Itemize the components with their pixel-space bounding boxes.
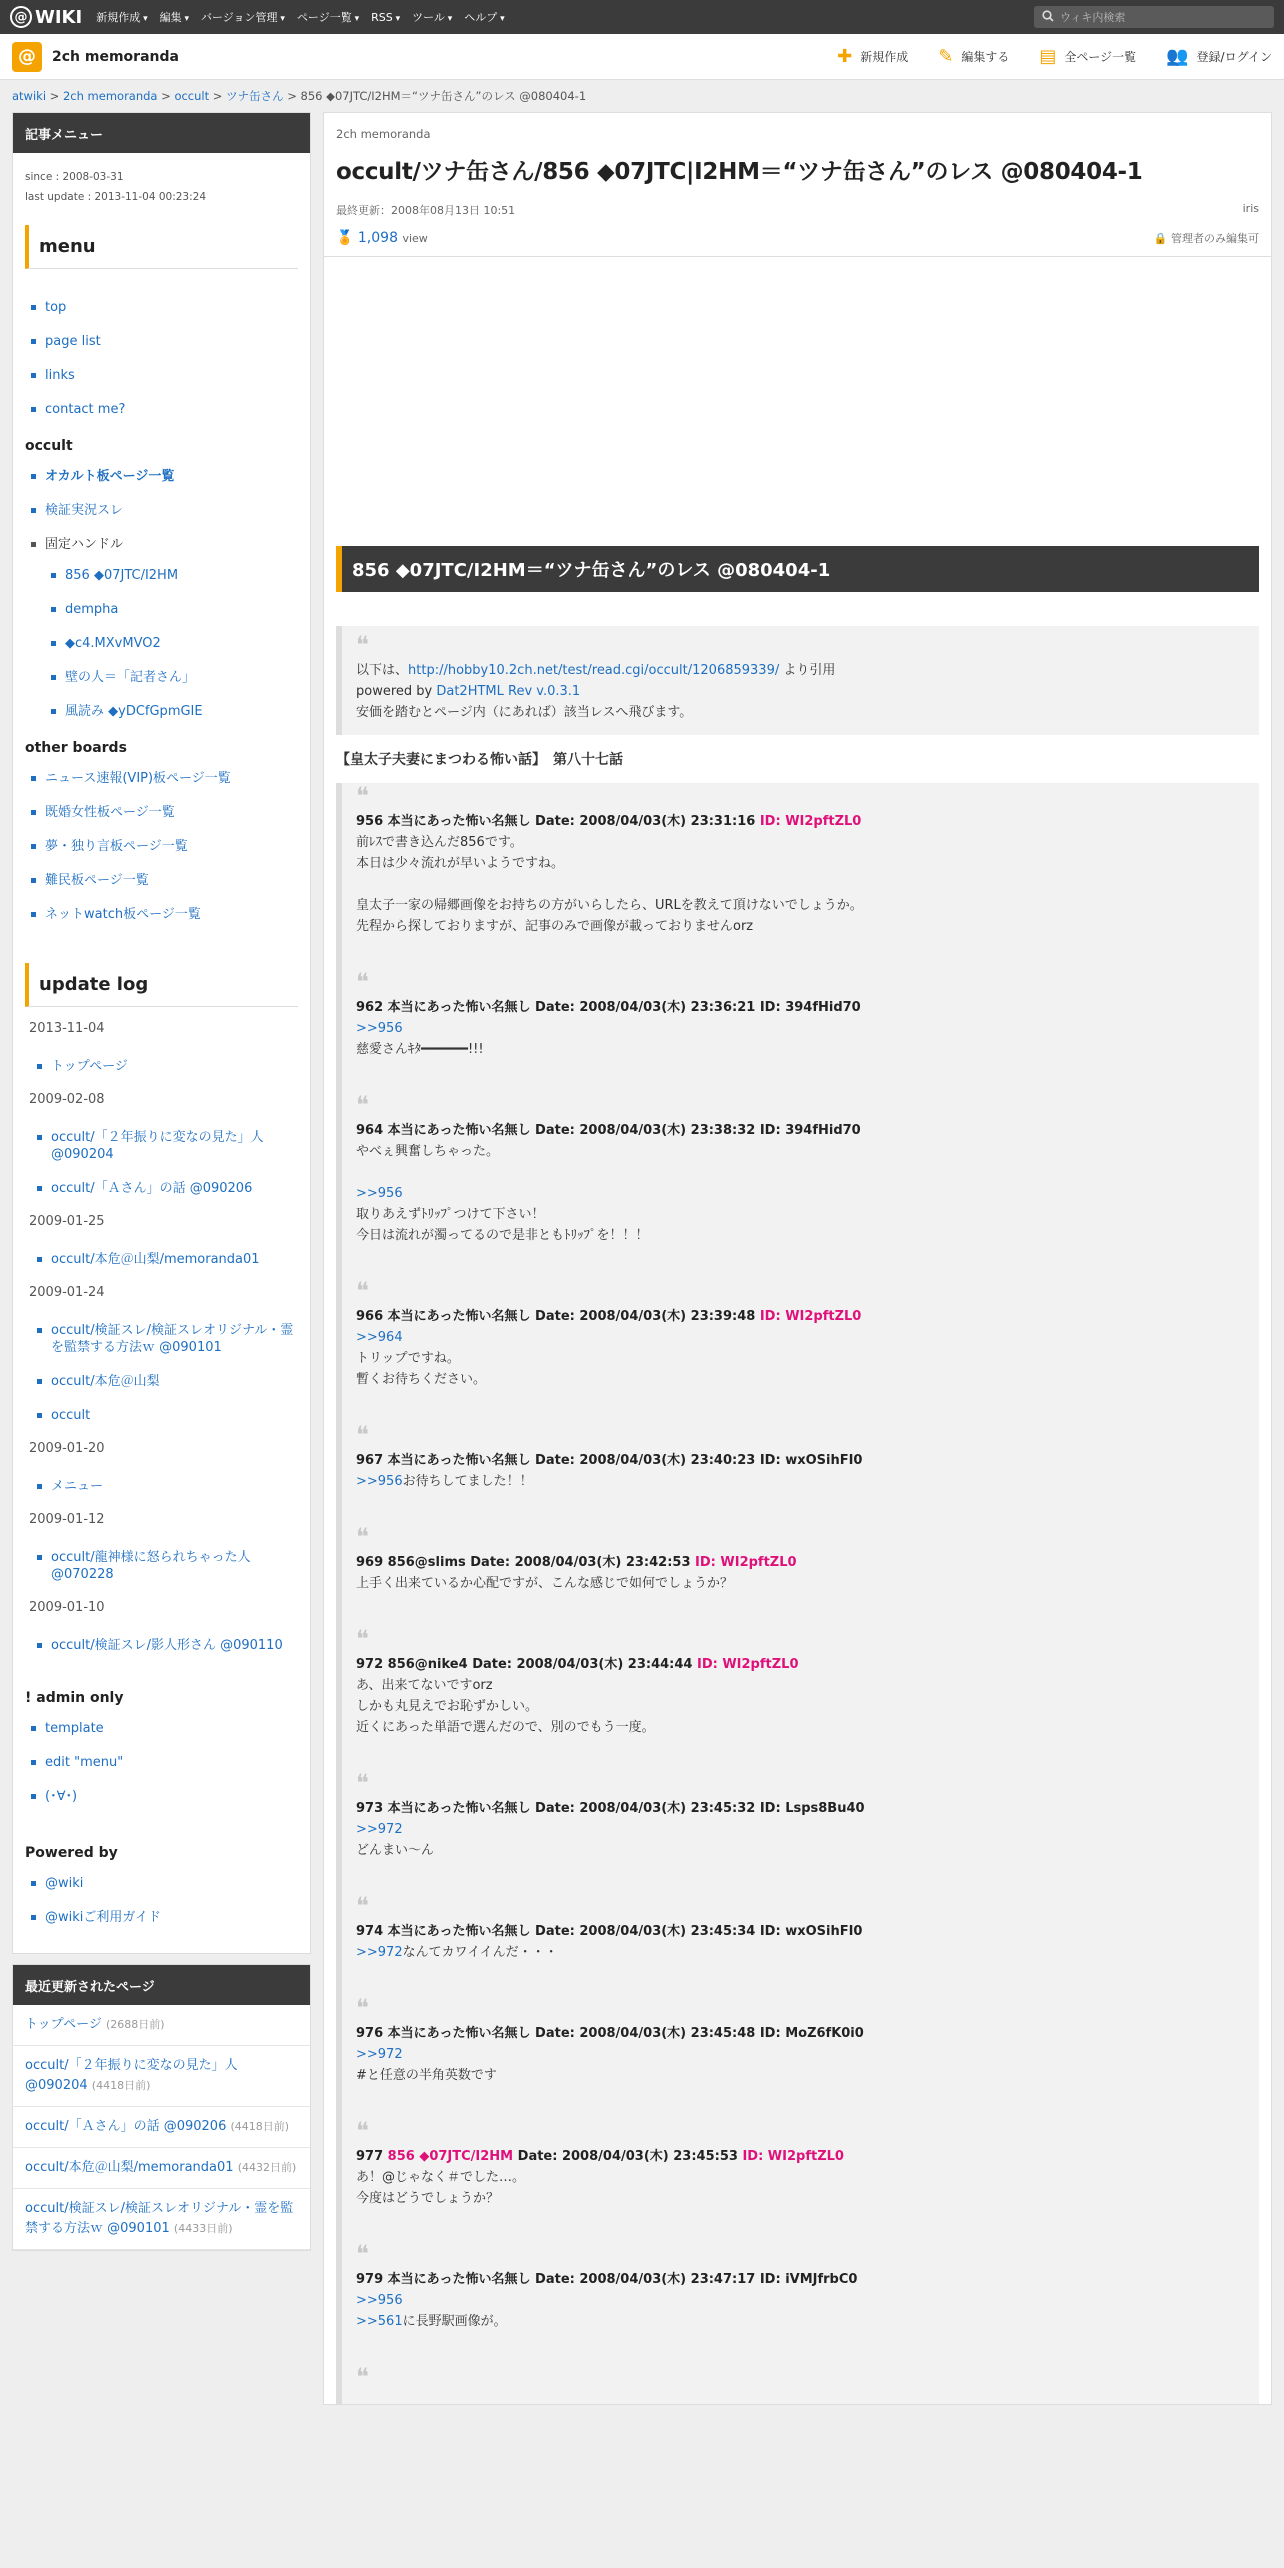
site-name[interactable]: 2ch memoranda [52, 48, 179, 65]
last-modified: 最終更新：2008年08月13日 10:51 [336, 204, 516, 217]
users-icon: 👥 [1166, 46, 1189, 67]
occult-item-verify[interactable]: 検証実況スレ [25, 502, 298, 519]
update-item[interactable]: occult/「２年振りに変なの見た」人 @090204 [31, 1129, 298, 1163]
last-update: last update : 2013-11-04 00:23:24 [25, 191, 207, 203]
quote-icon: ❝ [356, 2117, 369, 2145]
recent-item [13, 2148, 310, 2189]
update-item[interactable]: occult/龍神様に怒られちゃった人 @070228 [31, 1549, 298, 1583]
since-date: since : 2008-03-31 [25, 171, 124, 183]
quote-icon: ❝ [356, 1523, 369, 1551]
update-item[interactable]: occult/「Ａさん」の話 @090206 [31, 1180, 298, 1197]
post: ❝ 972 856@nike4 Date: 2008/04/03(木) 23:44:44 ID: WI2pftZL0 あ、出来てないですorz しかも丸見えでお恥ずかしい。 近くにあった単語で選んだので、別のでもう一度。 [356, 1632, 1245, 1738]
post-id: ID: WI2pftZL0 [759, 814, 862, 829]
handle-item[interactable]: ◆c4.MXvMVO2 [45, 635, 298, 652]
post: ❝ 976 本当にあった怖い名無し Date: 2008/04/03(木) 23:45:48 ID: MoZ6fK0i0 >>972 #と任意の半角英数です [356, 2001, 1245, 2086]
update-item[interactable]: occult/検証スレ/検証スレオリジナル・霊を監禁する方法ｗ @090101 [31, 1322, 298, 1356]
quote-icon: ❝ [356, 1277, 369, 1305]
update-date: 2009-01-12 [29, 1512, 105, 1527]
quote-icon: ❝ [356, 968, 369, 996]
view-label: view [402, 232, 428, 245]
menu-list [25, 299, 298, 418]
menu-new[interactable]: 新規作成 ▾ [96, 9, 147, 25]
ad-area [324, 256, 1271, 546]
quote-icon: ❝ [356, 1994, 369, 2022]
logo-text: WIKI [35, 6, 83, 28]
menu-pages[interactable]: ページ一覧 ▾ [297, 9, 359, 25]
post-id: ID: iVMJfrbC0 [759, 2272, 858, 2287]
post: ❝ 977 856 ◆07JTC/I2HM Date: 2008/04/03(木) 23:45:53 ID: WI2pftZL0 あ！@じゃなく＃でした…。 今度はどうでしょうか？ [356, 2124, 1245, 2209]
update-date: 2013-11-04 [29, 1021, 105, 1036]
board-item[interactable]: ネットwatch板ページ一覧 [25, 906, 298, 923]
update-item[interactable]: occult/本危＠山梨 [31, 1373, 298, 1390]
admin-list [25, 1720, 298, 1805]
recent-item [13, 2046, 310, 2107]
anchor-link[interactable]: >>972 [356, 2047, 403, 2062]
handle-item[interactable]: 壁の人＝「記者さん」 [45, 669, 298, 686]
post-id: ID: WI2pftZL0 [695, 1555, 797, 1570]
anchor-link[interactable]: >>956 [356, 1186, 403, 1201]
other-boards-list [25, 770, 298, 923]
article-menu-heading: 記事メニュー [13, 113, 310, 153]
post-id: ID: wxOSihFI0 [759, 1924, 863, 1939]
recent-link[interactable]: occult/「Ａさん」の話 @090206 [25, 2119, 227, 2134]
post-id: ID: WI2pftZL0 [759, 1309, 862, 1324]
update-item[interactable]: トップページ [31, 1058, 298, 1075]
quote-icon: ❝ [356, 1892, 369, 1920]
recent-ago: (4418日前) [230, 2120, 290, 2133]
view-count: 1,098 [357, 230, 398, 246]
menu-edit[interactable]: 編集 ▾ [160, 9, 189, 25]
article-menu-panel [12, 112, 311, 1954]
recent-link[interactable]: トップページ [25, 2017, 102, 2032]
breadcrumb: atwiki > 2ch memoranda > occult > ツナ缶さん > 856 ◆07JTC/I2HM＝“ツナ缶さん”のレス @080404-1 [12, 89, 587, 103]
post: ❝ 967 本当にあった怖い名無し Date: 2008/04/03(木) 23:40:23 ID: wxOSihFI0 >>956お待ちしてました！！ [356, 1428, 1245, 1492]
post: ❝ 974 本当にあった怖い名無し Date: 2008/04/03(木) 23:45:34 ID: wxOSihFI0 >>972なんてカワイイんだ・・・ [356, 1899, 1245, 1963]
all-pages-button[interactable]: ▤ 全ページ一覧 [1039, 46, 1137, 67]
update-item[interactable]: occult/検証スレ/影人形さん @090110 [31, 1637, 298, 1654]
post: ❝ 979 本当にあった怖い名無し Date: 2008/04/03(木) 23:47:17 ID: iVMJfrbC0 >>956 >>561に長野駅画像が。 [356, 2247, 1245, 2332]
occult-heading: occult [25, 438, 73, 454]
story-title: 【皇太子夫妻にまつわる怖い話】 第八十七話 [336, 752, 623, 768]
menu-item-top[interactable]: top [25, 299, 298, 316]
update-date: 2009-02-08 [29, 1092, 105, 1107]
pencil-icon: ✎ [938, 46, 954, 67]
menu-rss[interactable]: RSS ▾ [371, 11, 400, 24]
at-icon: @ [10, 6, 32, 28]
site-logo-icon[interactable]: @ [12, 42, 42, 72]
page-site-label: 2ch memoranda [336, 127, 431, 141]
anchor-link[interactable]: >>972 [356, 1822, 403, 1837]
other-boards-heading: other boards [25, 740, 127, 756]
award-icon: 🏅 [336, 230, 354, 246]
document-icon: ▤ [1039, 46, 1057, 67]
post-id: ID: wxOSihFI0 [759, 1453, 863, 1468]
breadcrumb-current: 856 ◆07JTC/I2HM＝“ツナ缶さん”のレス @080404-1 [300, 89, 587, 103]
anchor-link[interactable]: >>972 [356, 1945, 403, 1960]
fixed-handle-label: 固定ハンドル [45, 537, 124, 552]
sidebar [12, 112, 311, 2405]
breadcrumb-tunacan[interactable]: ツナ缶さん [226, 89, 284, 103]
menu-version[interactable]: バージョン管理 ▾ [201, 9, 285, 25]
board-item[interactable]: 夢・独り言板ページ一覧 [25, 838, 298, 855]
recent-item [13, 2189, 310, 2250]
handle-item[interactable]: dempha [45, 601, 298, 618]
breadcrumb-occult[interactable]: occult [174, 89, 210, 103]
handle-item[interactable]: 856 ◆07JTC/I2HM [45, 567, 298, 584]
post-id: ID: Lsps8Bu40 [759, 1801, 865, 1816]
recent-ago: (4418日前) [91, 2079, 151, 2092]
post: ❝ 973 本当にあった怖い名無し Date: 2008/04/03(木) 23:45:32 ID: Lsps8Bu40 >>972 どんまい～ん [356, 1776, 1245, 1861]
post-id: ID: WI2pftZL0 [696, 1657, 799, 1672]
login-button[interactable]: 👥 登録/ログイン [1166, 46, 1272, 67]
post-id: ID: 394fHid70 [759, 1123, 861, 1138]
update-log [25, 1021, 298, 1654]
update-date: 2009-01-10 [29, 1600, 105, 1615]
board-item[interactable]: ニュース速報(VIP)板ページ一覧 [25, 770, 298, 787]
post: ❝ 962 本当にあった怖い名無し Date: 2008/04/03(木) 23:36:21 ID: 394fHid70 >>956 慈愛さんｷﾀ━━━━━━!!! [356, 975, 1245, 1060]
anchor-link[interactable]: >>964 [356, 1330, 403, 1345]
recent-heading: 最近更新されたページ [13, 1965, 310, 2005]
anchor-link[interactable]: >>956 [356, 1474, 403, 1489]
breadcrumb-atwiki[interactable]: atwiki [12, 89, 47, 103]
quote-icon: ❝ [356, 631, 369, 659]
recent-link[interactable]: occult/本危＠山梨/memoranda01 [25, 2160, 234, 2175]
powered-list [25, 1875, 298, 1926]
section-heading: 856 ◆07JTC/I2HM＝“ツナ缶さん”のレス @080404-1 [336, 546, 1259, 592]
post: ❝ 964 本当にあった怖い名無し Date: 2008/04/03(木) 23:38:32 ID: 394fHid70 やべぇ興奮しちゃった。 >>956 取りあえずﾄﾘｯﾌﾟつけて下さい！ 今日は流れが濁ってるので是非ともﾄﾘｯﾌﾟを！！！ [356, 1098, 1245, 1246]
admin-item-edit-menu[interactable]: edit "menu" [25, 1754, 298, 1771]
update-date: 2009-01-20 [29, 1441, 105, 1456]
menu-item-links[interactable]: links [25, 367, 298, 384]
fixed-handle-group [25, 536, 298, 720]
handle-item[interactable]: 風読み ◆yDCfGpmGIE [45, 703, 298, 720]
update-date: 2009-01-25 [29, 1214, 105, 1229]
quote-icon: ❝ [356, 782, 369, 810]
poster-handle: 856 ◆07JTC/I2HM [387, 2149, 514, 2164]
page-title: occult/ツナ缶さん/856 ◆07JTC|I2HM＝“ツナ缶さん”のレス @080404-1 [336, 159, 1143, 185]
quote-icon: ❝ [356, 1769, 369, 1797]
menu-heading: menu [25, 225, 298, 269]
recent-ago: (2688日前) [105, 2018, 165, 2031]
board-item[interactable]: 既婚女性板ページ一覧 [25, 804, 298, 821]
post: ❝ 956 本当にあった怖い名無し Date: 2008/04/03(木) 23:31:16 ID: WI2pftZL0 前ﾚｽで書き込んだ856です。 本日は少々流れが早いようですね。 皇太子一家の帰郷画像をお持ちの方がいらしたら、URLを教えて頂けないでしょうか。 先程から探しておりますが、記事のみで画像が載っておりませんorz [356, 789, 1245, 937]
new-page-button[interactable]: ✚ 新規作成 [837, 46, 909, 67]
post: ❝ 966 本当にあった怖い名無し Date: 2008/04/03(木) 23:39:48 ID: WI2pftZL0 >>964 トリップですね。 暫くお待ちください。 [356, 1284, 1245, 1390]
site-header [0, 34, 1284, 80]
recent-item [13, 2107, 310, 2148]
recent-ago: (4432日前) [237, 2161, 297, 2174]
update-log-heading: update log [25, 963, 298, 1007]
menu-tools[interactable]: ツール ▾ [412, 9, 452, 25]
post-id: ID: MoZ6fK0i0 [759, 2026, 864, 2041]
plus-icon: ✚ [837, 46, 853, 67]
search-icon [1042, 10, 1054, 25]
source-url-link[interactable]: http://hobby10.2ch.net/test/read.cgi/occult/1206859339/ [408, 663, 780, 678]
admin-only-badge: 🔒 管理者のみ編集可 [1153, 232, 1259, 245]
breadcrumb-site[interactable]: 2ch memoranda [62, 89, 158, 103]
admin-item-face[interactable]: (･∀･) [25, 1788, 298, 1805]
recent-pages-panel [12, 1964, 311, 2251]
update-item[interactable]: occult/本危＠山梨/memoranda01 [31, 1251, 298, 1268]
quote-icon: ❝ [356, 1421, 369, 1449]
search-placeholder: ウィキ内検索 [1060, 11, 1126, 24]
post: ❝ 969 856@slims Date: 2008/04/03(木) 23:42:53 ID: WI2pftZL0 上手く出来ているか心配ですが、こんな感じで如何でしょうか？ [356, 1530, 1245, 1594]
author: iris [1242, 202, 1259, 215]
search-input[interactable] [1034, 6, 1274, 28]
powered-item-atwiki[interactable]: @wiki [25, 1875, 298, 1892]
quote-icon: ❝ [356, 2363, 369, 2391]
powered-item-guide[interactable]: @wikiご利用ガイド [25, 1909, 298, 1926]
menu-item-contact[interactable]: contact me? [25, 401, 298, 418]
edit-button[interactable]: ✎ 編集する [938, 46, 1010, 67]
anchor-link[interactable]: >>956 [356, 2293, 403, 2308]
powered-heading: Powered by [25, 1845, 118, 1861]
dat2html-link[interactable]: Dat2HTML Rev v.0.3.1 [436, 684, 581, 699]
update-date: 2009-01-24 [29, 1285, 105, 1300]
quote-icon: ❝ [356, 1625, 369, 1653]
board-item[interactable]: 難民板ページ一覧 [25, 872, 298, 889]
lock-icon: 🔒 [1153, 232, 1168, 245]
quote-icon: ❝ [356, 1091, 369, 1119]
admin-item-template[interactable]: template [25, 1720, 298, 1737]
atwiki-logo[interactable] [10, 6, 82, 28]
post-id: ID: 394fHid70 [759, 1000, 861, 1015]
update-item[interactable]: occult [31, 1407, 298, 1424]
admin-heading: ! admin only [25, 1690, 124, 1706]
occult-list [25, 468, 298, 720]
post-list [336, 783, 1259, 2404]
quote-icon: ❝ [356, 2240, 369, 2268]
menu-item-page-list[interactable]: page list [25, 333, 298, 350]
view-counter [336, 230, 428, 246]
update-item[interactable]: メニュー [31, 1478, 298, 1495]
main-content [323, 112, 1272, 2405]
occult-item-page-list[interactable]: オカルト板ページ一覧 [25, 468, 298, 485]
source-quote: ❝ 以下は、http://hobby10.2ch.net/test/read.cgi/occult/1206859339/ より引用 powered by Dat2HTML Rev v.0.3.1 安価を踏むとページ内（にあれば）該当レスへ飛びます。 [336, 626, 1259, 735]
post-id: ID: WI2pftZL0 [742, 2149, 844, 2164]
recent-link[interactable]: occult/検証スレ/検証スレオリジナル・霊を監禁する方法ｗ @090101 [25, 2201, 294, 2236]
anchor-link[interactable]: >>561 [356, 2314, 403, 2329]
recent-ago: (4433日前) [173, 2222, 233, 2235]
quote-note: 安価を踏むとページ内（にあれば）該当レスへ飛びます。 [356, 705, 693, 720]
menu-help[interactable]: ヘルプ ▾ [464, 9, 504, 25]
recent-link[interactable]: occult/「２年振りに変なの見た」人 @090204 [25, 2058, 238, 2093]
global-header [0, 0, 1284, 34]
recent-item [13, 2005, 310, 2046]
anchor-link[interactable]: >>956 [356, 1021, 403, 1036]
